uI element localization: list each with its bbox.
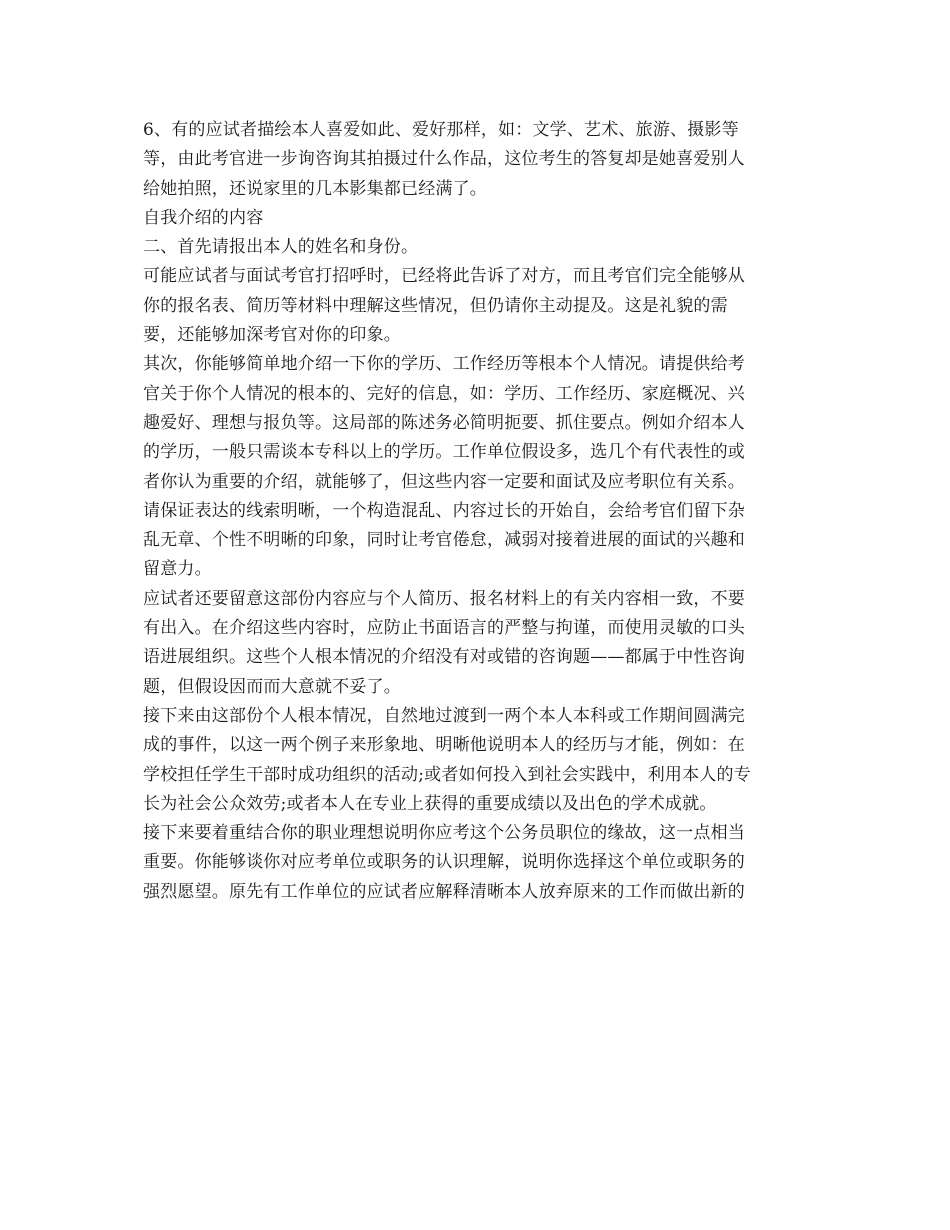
text-line: 二、首先请报出本人的姓名和身份。: [143, 237, 419, 258]
text-line: 可能应试者与面试考官打招呼时，已经将此告诉了对方，而且考官们完全能够从: [143, 266, 745, 287]
text-line: 成的事件，以这一两个例子来形象地、明晰他说明本人的经历与才能，例如：在: [143, 735, 745, 756]
text-line: 应试者还要留意这部份内容应与个人简历、报名材料上的有关内容相一致，不要: [143, 588, 745, 609]
text-line: 长为社会公众效劳;或者本人在专业上获得的重要成绩以及出色的学术成就。: [143, 793, 717, 814]
text-line: 学校担任学生干部时成功组织的活动;或者如何投入到社会实践中，利用本人的专: [143, 764, 751, 785]
text-line: 者你认为重要的介绍，就能够了，但这些内容一定要和面试及应考职位有关系。: [143, 471, 745, 492]
text-line: 官关于你个人情况的根本的、完好的信息，如：学历、工作经历、家庭概况、兴: [143, 383, 745, 404]
text-line: 其次，你能够简单地介绍一下你的学历、工作经历等根本个人情况。请提供给考: [143, 354, 745, 375]
text-line: 接下来要着重结合你的职业理想说明你应考这个公务员职位的缘故，这一点相当: [143, 823, 745, 844]
text-line: 有出入。在介绍这些内容时，应防止书面语言的严整与拘谨，而使用灵敏的口头: [143, 618, 745, 639]
text-line: 留意力。: [143, 559, 212, 580]
text-line: 要，还能够加深考官对你的印象。: [143, 325, 401, 346]
text-line: 重要。你能够谈你对应考单位或职务的认识理解，说明你选择这个单位或职务的: [143, 852, 745, 873]
text-line: 等，由此考官进一步询咨询其拍摄过什么作品，这位考生的答复却是她喜爱别人: [143, 149, 745, 170]
text-line: 乱无章、个性不明晰的印象，同时让考官倦怠，减弱对接着进展的面试的兴趣和: [143, 530, 745, 551]
text-line: 请保证表达的线索明晰，一个构造混乱、内容过长的开始自，会给考官们留下杂: [143, 500, 745, 521]
text-line: 的学历，一般只需谈本专科以上的学历。工作单位假设多，选几个有代表性的或: [143, 442, 745, 463]
text-line: 强烈愿望。原先有工作单位的应试者应解释清晰本人放弃原来的工作而做出新的: [143, 881, 745, 902]
text-line: 题，但假设因而而大意就不妥了。: [143, 676, 401, 697]
section-heading: 自我介绍的内容: [143, 207, 264, 228]
text-line: 给她拍照，还说家里的几本影集都已经满了。: [143, 178, 487, 199]
text-line: 你的报名表、简历等材料中理解这些情况，但仍请你主动提及。这是礼貌的需: [143, 295, 728, 316]
text-line: 语进展组织。这些个人根本情况的介绍没有对或错的咨询题——都属于中性咨询: [143, 647, 745, 668]
document-body: [143, 116, 807, 907]
text-line: 接下来由这部份个人根本情况，自然地过渡到一两个本人本科或工作期间圆满完: [143, 705, 745, 726]
text-line: 趣爱好、理想与报负等。这局部的陈述务必简明扼要、抓住要点。例如介绍本人: [143, 412, 745, 433]
text-line: 6、有的应试者描绘本人喜爱如此、爱好那样，如：文学、艺术、旅游、摄影等: [143, 120, 739, 140]
